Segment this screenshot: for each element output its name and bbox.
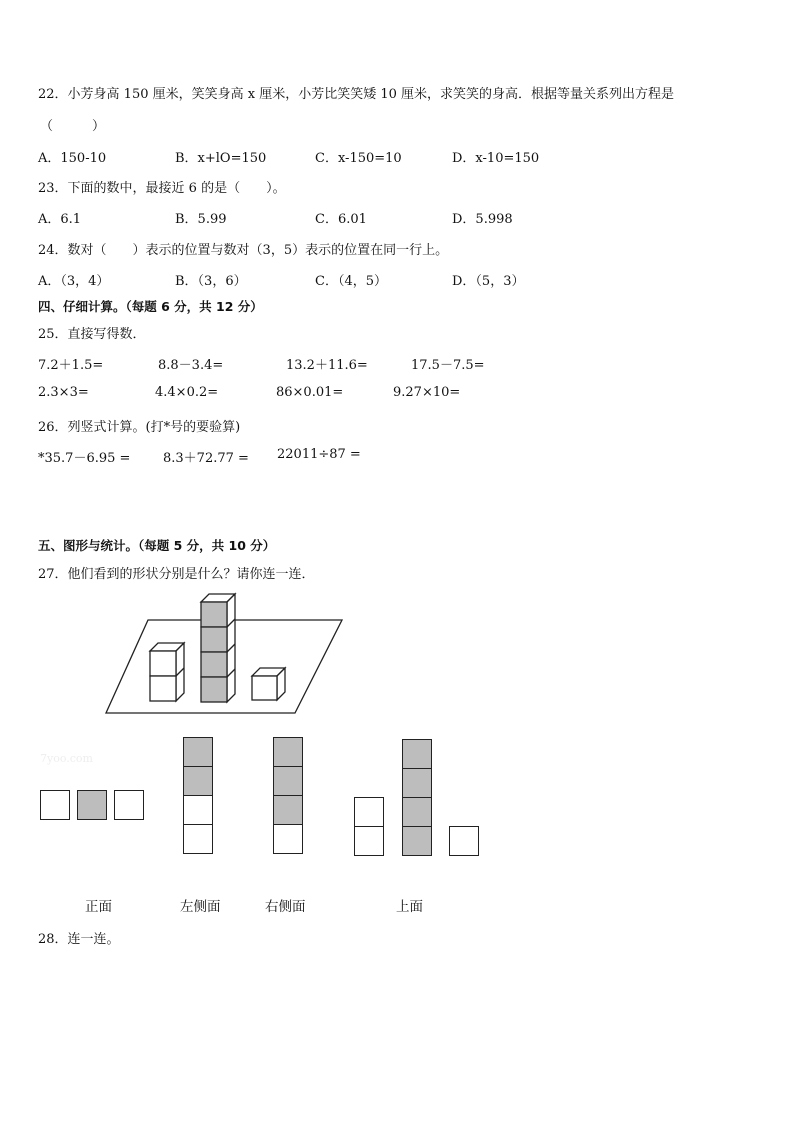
q24-option-b[interactable]: B．（3，6） xyxy=(175,274,247,289)
q25-item: 9.27×10= xyxy=(393,385,461,400)
q25-item: 13.2＋11.6= xyxy=(286,358,368,373)
q25-item: 2.3×3= xyxy=(38,385,89,400)
q26-stem: 26．列竖式计算。(打*号的要验算) xyxy=(38,420,241,435)
q25-item: 7.2＋1.5= xyxy=(38,358,104,373)
q26-item: 22011÷87 = xyxy=(277,447,361,462)
view-d-square xyxy=(354,826,384,856)
q28-stem: 28．连一连。 xyxy=(38,932,120,947)
section-4-title: 四、仔细计算。（每题 6 分，共 12 分） xyxy=(38,299,263,314)
q23-option-c[interactable]: C．6.01 xyxy=(315,212,367,227)
q23-option-b[interactable]: B．5.99 xyxy=(175,212,227,227)
view-front-square xyxy=(77,790,107,820)
q27-stem: 27．他们看到的形状分别是什么？请你连一连． xyxy=(38,567,315,582)
q23-option-d[interactable]: D．5.998 xyxy=(452,212,513,227)
view-c-square xyxy=(273,824,303,854)
q25-stem: 25．直接写得数． xyxy=(38,327,146,342)
q23-stem: 23．下面的数中，最接近 6 的是（ ）。 xyxy=(38,181,286,196)
q25-item: 17.5－7.5= xyxy=(411,358,485,373)
q22-option-b[interactable]: B．x+lO=150 xyxy=(175,151,267,166)
view-c-square xyxy=(273,737,303,767)
q24-stem: 24．数对（ ）表示的位置与数对（3，5）表示的位置在同一行上。 xyxy=(38,243,449,258)
q26-item: *35.7－6.95 = xyxy=(38,451,131,466)
q25-item: 8.8－3.4= xyxy=(158,358,224,373)
single-cube xyxy=(252,668,285,700)
view-b-square xyxy=(183,824,213,854)
q22-stem: 22．小芳身高 150 厘米，笑笑身高 x 厘米，小芳比笑笑矮 10 厘米，求笑笑的身高．根据等量关系列出方程是 xyxy=(38,87,675,102)
view-b-square xyxy=(183,795,213,825)
q25-item: 86×0.01= xyxy=(276,385,344,400)
label-top: 上面 xyxy=(396,899,423,915)
view-front-square xyxy=(40,790,70,820)
watermark: 7yoo.com xyxy=(40,752,93,765)
view-c-square xyxy=(273,795,303,825)
view-c-square xyxy=(273,766,303,796)
view-b-square xyxy=(183,766,213,796)
label-front: 正面 xyxy=(85,899,112,915)
view-d-square xyxy=(402,797,432,827)
q22-option-a[interactable]: A．150-10 xyxy=(38,151,107,166)
q24-option-a[interactable]: A．（3，4） xyxy=(38,274,110,289)
tall-stack-4-cubes xyxy=(201,594,235,702)
q22-option-d[interactable]: D．x-10=150 xyxy=(452,151,540,166)
q22-answer-paren: （ ） xyxy=(40,119,106,134)
q22-option-c[interactable]: C．x-150=10 xyxy=(315,151,402,166)
view-front-square xyxy=(114,790,144,820)
view-d-square xyxy=(354,797,384,827)
view-b-square xyxy=(183,737,213,767)
q26-item: 8.3＋72.77 = xyxy=(163,451,249,466)
view-d-square xyxy=(402,739,432,769)
label-left-side: 左侧面 xyxy=(180,899,221,915)
section-5-title: 五、图形与统计。（每题 5 分，共 10 分） xyxy=(38,538,276,553)
q24-option-c[interactable]: C．（4，5） xyxy=(315,274,387,289)
q25-item: 4.4×0.2= xyxy=(155,385,219,400)
left-stack-2-cubes xyxy=(150,643,184,701)
q23-option-a[interactable]: A．6.1 xyxy=(38,212,82,227)
label-right-side: 右侧面 xyxy=(265,899,306,915)
view-d-square xyxy=(449,826,479,856)
view-d-square xyxy=(402,768,432,798)
q24-option-d[interactable]: D．（5，3） xyxy=(452,274,525,289)
view-d-square xyxy=(402,826,432,856)
